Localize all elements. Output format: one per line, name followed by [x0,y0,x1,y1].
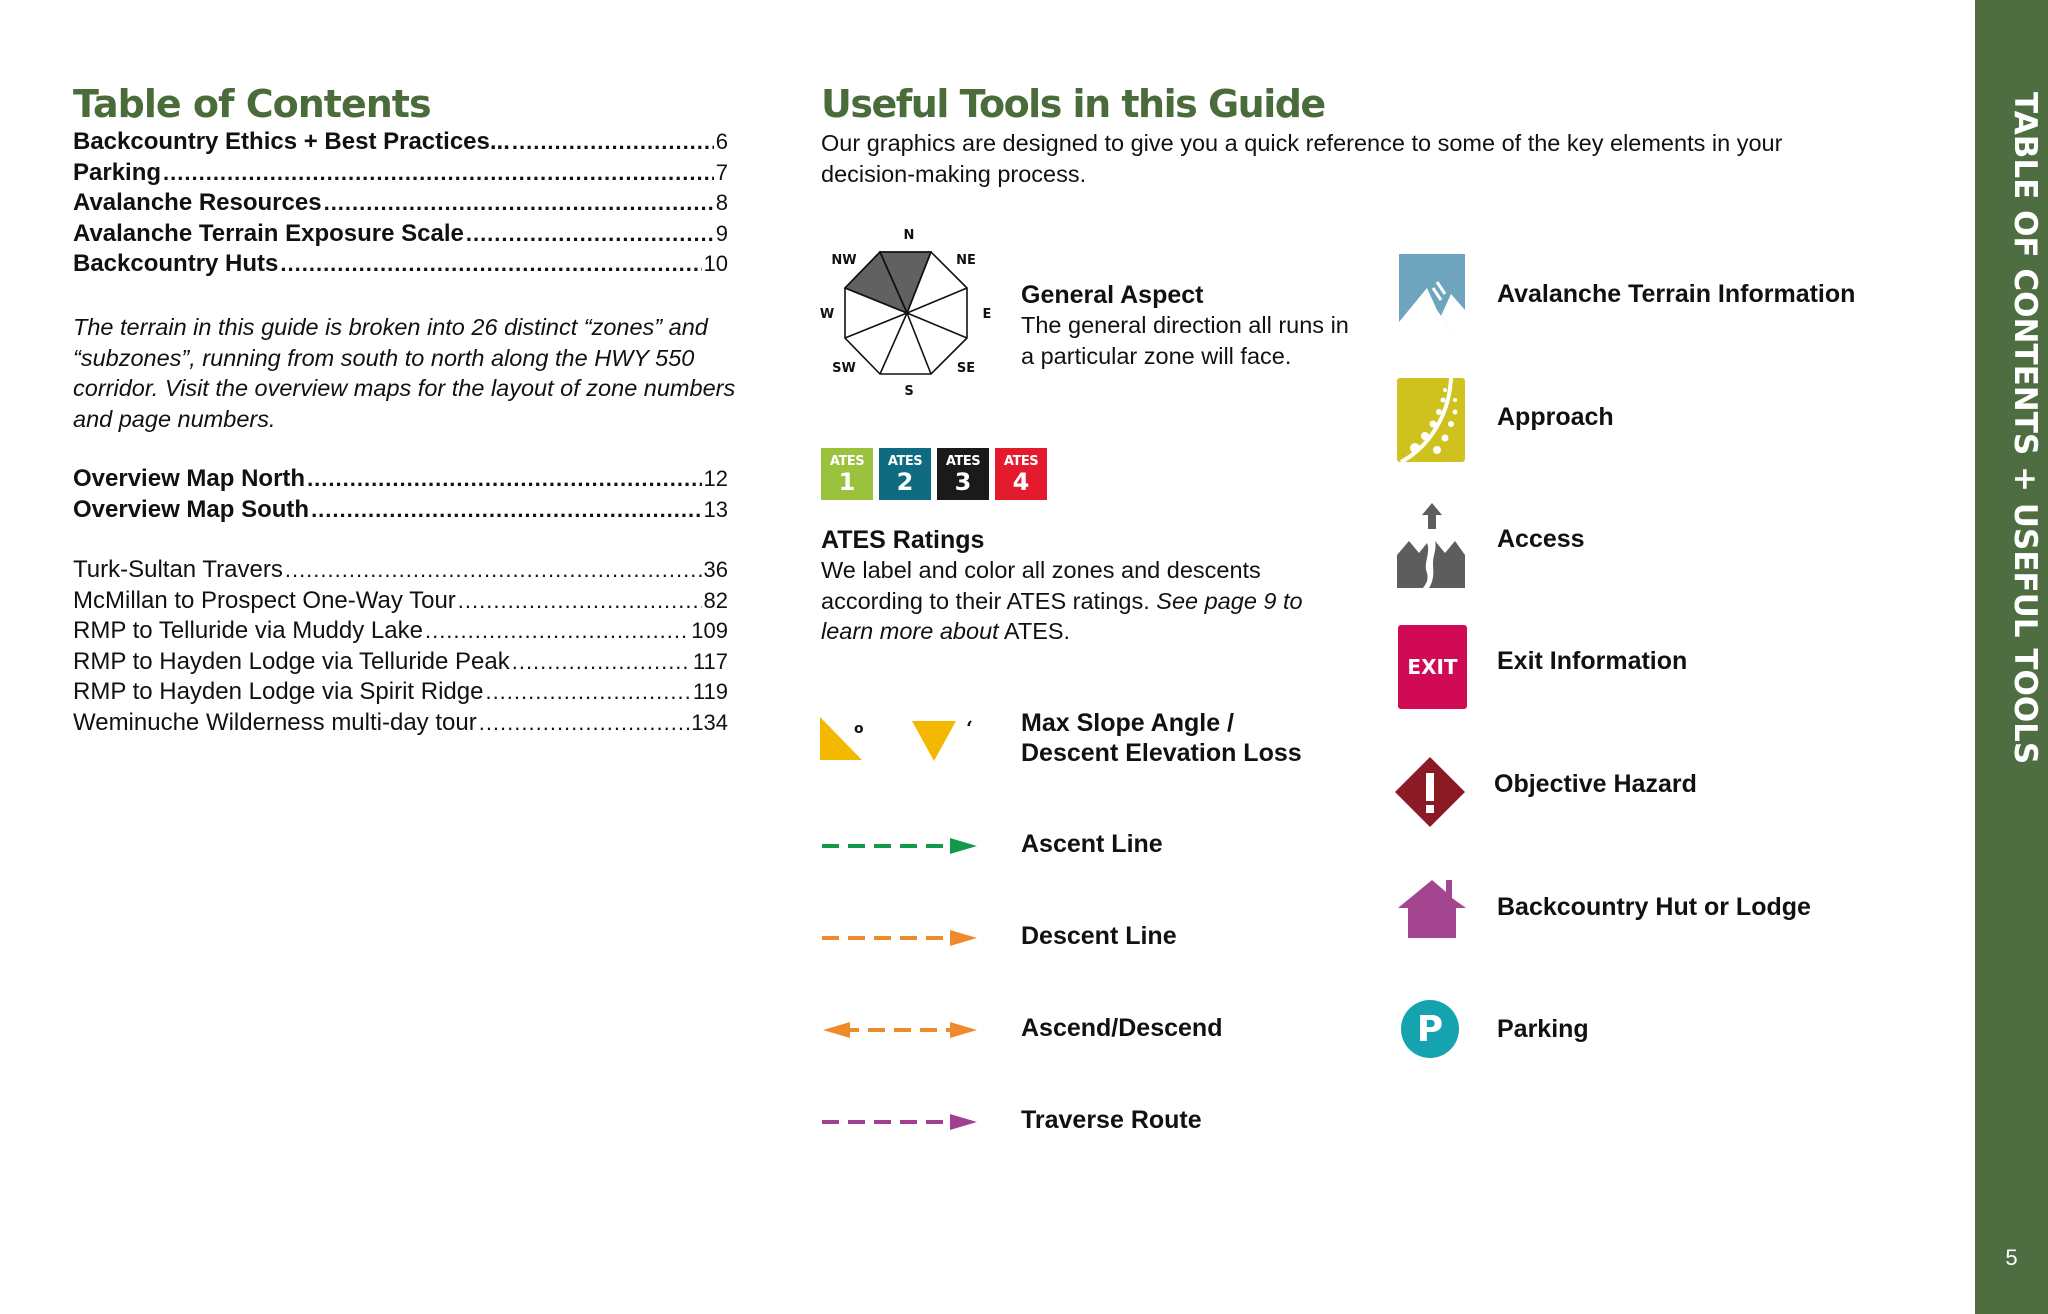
tools-intro: Our graphics are designed to give you a quick reference to some of the key elements in your decision-making process. [821,130,1783,187]
toc-item[interactable] [73,128,728,159]
toc-item-label: RMP to Telluride via Muddy Lake [73,617,423,644]
toc-item-label: Parking [73,158,162,186]
toc-item-label: McMillan to Prospect One-Way Tour [73,586,456,614]
hut-lodge-icon [1398,878,1468,940]
toc-item-page: 8 [715,190,728,215]
toc-leader-dots [485,679,690,705]
toc-item-page: 6 [715,129,728,154]
degree-symbol: o [854,721,864,737]
ates-desc-plain: We label and color all zones and descents according to their ATES ratings. [821,557,1261,614]
sidebar-title: TABLE OF CONTENTS + USEFUL TOOLS [2007,92,2043,765]
toc-item-label: Avalanche Terrain Exposure Scale [73,219,464,247]
toc-leader-dots [425,618,689,644]
arrow-right-icon [950,1114,977,1130]
toc-item-label: Overview Map South [73,495,310,523]
ates-legend [821,525,1341,647]
toc-item-label: RMP to Hayden Lodge via Spirit Ridge [73,678,484,705]
ates-badges [821,448,1047,500]
toc-item-page: 13 [703,496,728,522]
elevation-loss-icon [912,721,956,761]
ates-badge-label: ATES [1003,453,1039,469]
ates-title: ATES Ratings [821,526,985,554]
toc-tour-list [73,556,728,739]
toc-leader-dots [280,251,701,277]
toc-item-page: 82 [703,587,728,613]
ates-2-badge [879,448,931,500]
aspect-title: General Aspect [1021,281,1204,309]
line-legend-icons [820,830,980,1130]
ates-desc-italic: See page 9 to learn more about [821,587,1303,644]
toc-item-label: Avalanche Resources [73,189,322,216]
toc-item-page: 36 [703,557,728,582]
toc-item-page: 9 [715,220,728,246]
arrow-right-icon [950,838,977,854]
toc-item-page: 134 [691,709,728,735]
toc-leader-dots [512,649,691,675]
avalanche-terrain-icon [1397,254,1467,339]
aspect-label-nw: NW [831,253,857,268]
toc-leader-dots [285,557,702,583]
toc-item[interactable] [73,556,728,587]
toc-item[interactable] [73,587,728,618]
aspect-compass-icon [820,225,1000,405]
ates-4-badge [995,448,1047,500]
toc-item[interactable] [73,617,728,648]
toc-item[interactable] [73,465,728,496]
ascend-descend-label: Ascend/Descend [1021,1014,1223,1042]
traverse-route-label: Traverse Route [1021,1106,1202,1134]
ates-desc [821,555,1341,647]
ates-1-badge [821,448,873,500]
toc-item[interactable] [73,159,728,190]
aspect-label-w: W [820,307,835,322]
toc-leader-dots [163,160,714,186]
ates-badge-number: 2 [896,467,914,496]
toc-item[interactable] [73,709,728,740]
toc-item[interactable] [73,220,728,251]
objective-hazard-icon [1393,755,1467,829]
toc-title: Table of Contents [73,82,431,126]
toc-item-page: 7 [715,159,728,185]
ates-badge-number: 3 [954,467,972,496]
slope-angle-icons [820,715,980,765]
aspect-label-s: S [904,384,914,399]
toc-item-page: 109 [691,618,728,643]
toc-main-list [73,128,728,281]
toc-item-page: 117 [692,648,728,674]
toc-item-label: Turk-Sultan Travers [73,556,283,583]
ates-badge-number: 4 [1012,467,1030,496]
toc-item[interactable] [73,678,728,709]
toc-item[interactable] [73,189,728,220]
aspect-label-ne: NE [956,253,976,268]
toc-item[interactable] [73,496,728,527]
slope-label-line1: Max Slope Angle / [1021,709,1235,737]
toc-item-label: Overview Map North [73,465,306,492]
parking-label: Parking [1497,1015,1589,1043]
toc-leader-dots [311,497,701,523]
arrow-right-icon [950,930,977,946]
ates-badge-label: ATES [945,453,981,469]
toc-item-label: Weminuche Wilderness multi-day tour [73,708,477,736]
hut-lodge-label: Backcountry Hut or Lodge [1497,893,1811,921]
toc-leader-dots [307,466,701,492]
toc-item-page: 119 [692,679,728,704]
ates-desc-tail: ATES. [1003,618,1071,644]
toc-leader-dots [458,588,702,614]
ates-3-badge [937,448,989,500]
access-icon [1397,503,1467,588]
aspect-label-se: SE [956,361,976,376]
exit-information-label: Exit Information [1497,647,1688,675]
toc-item[interactable] [73,250,728,281]
parking-icon: P [1401,1000,1459,1058]
tools-title: Useful Tools in this Guide [821,82,1325,126]
slope-legend-label [1021,708,1302,768]
toc-leader-dots [466,221,714,247]
toc-item-label: RMP to Hayden Lodge via Telluride Peak [73,647,510,675]
toc-item-page: 10 [703,251,728,276]
toc-map-list [73,465,728,526]
toc-item-label: Backcountry Huts [73,250,279,277]
ates-badge-number: 1 [838,467,856,496]
aspect-desc: The general direction all runs in a particular zone will face. [1021,312,1349,369]
ates-badge-label: ATES [829,453,865,469]
descent-line-label: Descent Line [1021,922,1177,950]
toc-item[interactable] [73,648,728,679]
access-label: Access [1497,525,1585,553]
page-number: 5 [2005,1245,2018,1270]
feet-symbol: ‘ [966,716,973,740]
toc-leader-dots [479,710,690,736]
avalanche-terrain-label: Avalanche Terrain Information [1497,280,1856,308]
toc-note: The terrain in this guide is broken into 26 distinct “zones” and “subzones”, running from south to north along the HWY 550 corridor. Visit the overview maps for the layout of zone numbers and page numbers. [73,314,736,432]
exit-icon: EXIT [1398,625,1467,709]
ates-badge-label: ATES [887,453,923,469]
approach-icon [1397,378,1467,462]
approach-label: Approach [1497,403,1614,431]
toc-leader-dots [324,190,714,216]
aspect-label-e: E [982,307,992,322]
aspect-label-sw: SW [832,361,856,376]
arrow-right-icon [950,1022,977,1038]
arrow-left-icon [823,1022,850,1038]
aspect-label-n: N [903,228,915,243]
toc-item-page: 12 [703,466,728,491]
slope-label-line2: Descent Elevation Loss [1021,739,1302,767]
toc-leader-dots [512,129,714,155]
aspect-legend [1021,280,1351,371]
ascent-line-label: Ascent Line [1021,830,1163,858]
objective-hazard-label: Objective Hazard [1494,770,1697,798]
toc-item-label: Backcountry Ethics + Best Practices... [73,128,510,155]
